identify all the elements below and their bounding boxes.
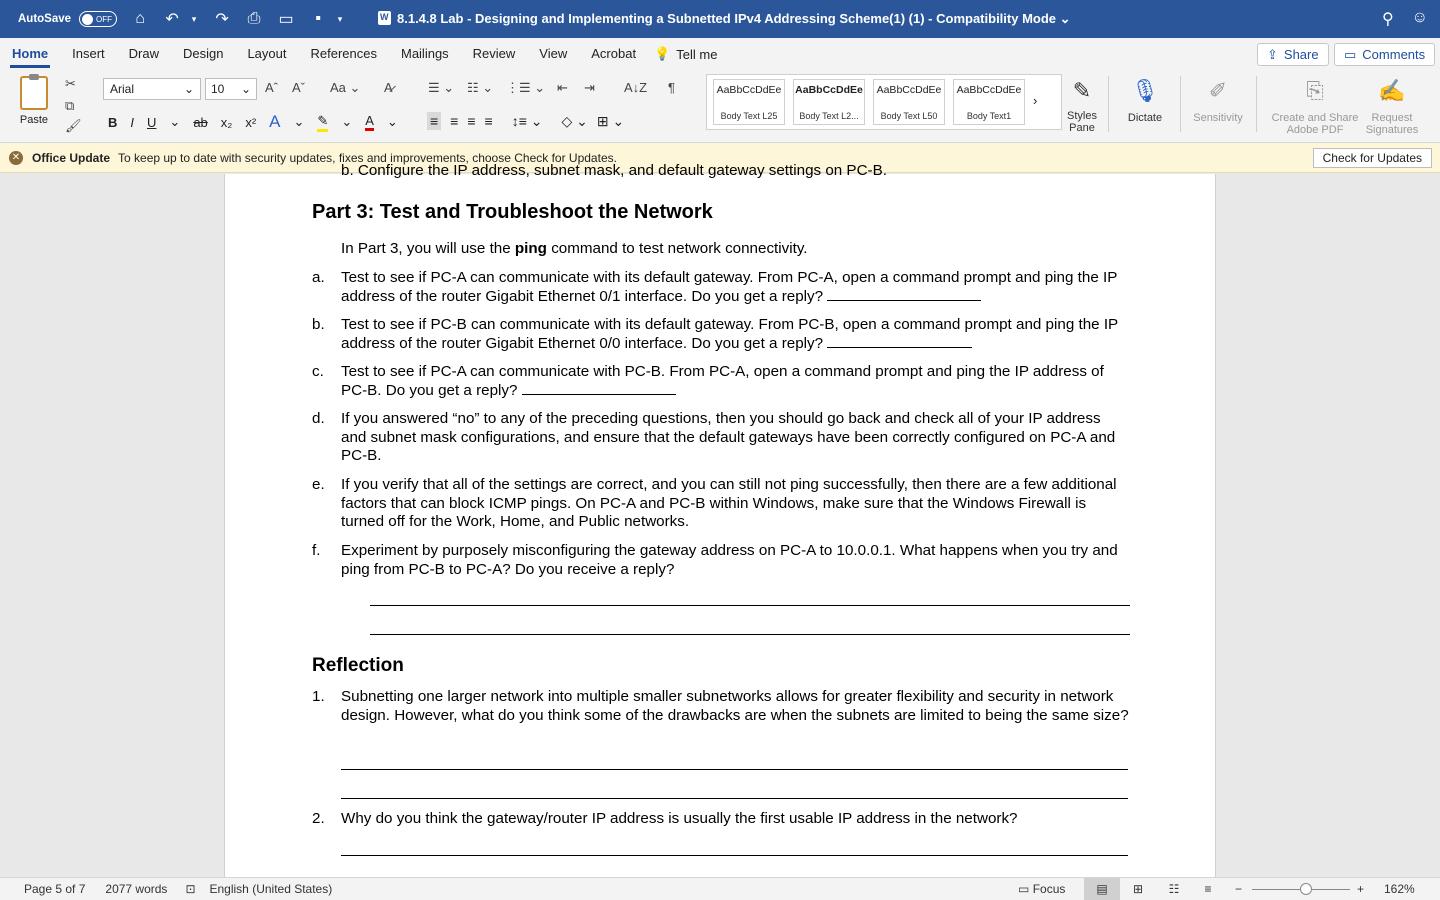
text-effects-dropdown-icon[interactable]: ⌄ <box>293 114 305 129</box>
share-icon: ⇪ <box>1267 46 1278 62</box>
list-item: b. Test to see if PC-B can communicate with its default gateway. From PC-B, open a command prompt and ping the IP address of the router Gigabit Ethernet 0/0 interface. Do you get a reply? <box>312 316 1118 352</box>
text-effects-icon[interactable]: A <box>269 112 281 131</box>
bold-icon[interactable]: B <box>108 114 118 130</box>
tab-references[interactable]: References <box>310 46 377 61</box>
underline-dropdown-icon[interactable]: ⌄ <box>169 114 181 129</box>
create-share-pdf-button[interactable]: ⎘ Create and Share Adobe PDF <box>1271 78 1359 136</box>
answer-line[interactable] <box>370 634 1130 635</box>
underline-icon[interactable]: U <box>147 114 157 130</box>
request-signatures-button[interactable]: ✍ Request Signatures <box>1365 78 1419 136</box>
zoom-slider-handle[interactable] <box>1300 883 1312 895</box>
part3-intro: In Part 3, you will use the ping command to test network connectivity. <box>341 240 808 257</box>
reflection-heading: Reflection <box>312 655 404 676</box>
align-right-icon[interactable]: ≡ <box>467 113 476 129</box>
part3-heading: Part 3: Test and Troubleshoot the Network <box>312 201 713 223</box>
ribbon <box>0 70 1440 143</box>
tab-draw[interactable]: Draw <box>128 46 159 61</box>
subscript-icon[interactable]: x₂ <box>220 114 233 130</box>
autosave-toggle[interactable]: OFF <box>79 11 117 27</box>
paste-button[interactable]: Paste <box>10 76 58 126</box>
align-center-icon[interactable]: ≡ <box>450 113 459 129</box>
check-for-updates-button[interactable]: Check for Updates <box>1313 148 1432 168</box>
align-left-icon[interactable]: ≡ <box>427 112 441 130</box>
document-title: W 8.1.4.8 Lab - Designing and Implementing a Subnetted IPv4 Addressing Scheme(1) (1) - Compatibility Mode ⌄ <box>378 11 1071 27</box>
strikethrough-icon[interactable]: ab <box>193 114 208 130</box>
reflection-item: 1. Subnetting one larger network into multiple smaller subnetworks allows for greater flexibility and security in network design. However, what do you think some of the drawbacks are when the subnets are limited to being the same size? <box>312 688 1129 724</box>
sensitivity-icon: ✐ <box>1208 78 1228 103</box>
show-formatting-icon[interactable]: ¶ <box>668 80 675 95</box>
pdf-icon: ⎘ <box>1306 78 1324 103</box>
focus-button[interactable]: ▭ Focus <box>1018 882 1066 896</box>
proofing-icon[interactable]: ⊡ <box>185 882 196 896</box>
page-count[interactable]: Page 5 of 7 <box>24 882 86 896</box>
style-body-text-l50[interactable]: AaBbCcDdEe Body Text L50 <box>873 79 945 125</box>
document-page[interactable] <box>224 162 1216 877</box>
borders-icon[interactable]: ⊞ ⌄ <box>596 112 625 129</box>
answer-line[interactable] <box>341 798 1128 799</box>
undo-dropdown-icon[interactable]: ▾ <box>191 13 197 24</box>
highlight-icon[interactable]: ✎ <box>317 113 328 132</box>
draft-view-icon[interactable]: ≡ <box>1204 882 1212 896</box>
font-color-icon[interactable]: A <box>365 113 374 131</box>
template-icon[interactable]: ▭ <box>278 11 294 28</box>
tab-layout[interactable]: Layout <box>247 46 287 61</box>
autosave-label: AutoSave <box>18 13 72 25</box>
zoom-out-icon[interactable]: − <box>1235 882 1243 896</box>
list-item: f. Experiment by purposely misconfiguring the gateway address on PC-A to 10.0.0.1. What happens when you try and ping from PC-B to PC-A? Do you receive a reply? <box>312 542 1118 578</box>
answer-line[interactable] <box>341 855 1128 856</box>
style-body-text1[interactable]: AaBbCcDdEe Body Text1 <box>953 79 1025 125</box>
answer-line[interactable] <box>370 605 1130 606</box>
comments-button[interactable]: ▭ Comments <box>1334 43 1435 66</box>
zoom-level[interactable]: 162% <box>1384 882 1415 896</box>
dictate-button[interactable]: 🎙 Dictate <box>1127 78 1163 124</box>
sensitivity-button[interactable]: ✐ Sensitivity <box>1193 78 1243 124</box>
ribbon-tabs <box>0 38 1440 70</box>
clear-formatting-icon[interactable]: A̷ <box>384 80 393 95</box>
styles-gallery <box>706 74 1062 130</box>
shrink-font-icon[interactable]: Aˇ <box>292 80 305 95</box>
close-icon[interactable]: ✕ <box>9 151 23 165</box>
highlight-dropdown-icon[interactable]: ⌄ <box>341 114 353 129</box>
print-layout-view-icon[interactable]: ▤ <box>1084 878 1120 900</box>
account-icon[interactable]: ☺ <box>1411 9 1428 26</box>
reflection-item: 2. Why do you think the gateway/router IP address is usually the first usable IP address in the network? <box>312 810 1018 827</box>
notice-text: To keep up to date with security updates, fixes and improvements, choose Check for Updates. <box>118 150 617 165</box>
sort-icon[interactable]: A↓Z <box>624 80 648 95</box>
tab-design[interactable]: Design <box>182 46 224 61</box>
style-body-text-l2[interactable]: AaBbCcDdEe Body Text L2... <box>793 79 865 125</box>
language[interactable]: English (United States) <box>209 882 333 896</box>
tab-mailings[interactable]: Mailings <box>400 46 449 61</box>
font-name-select[interactable]: Arial ⌄ <box>103 78 201 100</box>
undo-icon[interactable]: ↶ <box>165 11 179 28</box>
tab-view[interactable]: View <box>539 46 568 61</box>
tell-me[interactable]: 💡 Tell me <box>654 46 718 62</box>
cut-icon[interactable]: ✂ <box>65 76 76 91</box>
multilevel-list-icon[interactable]: ⋮☰ ⌄ <box>506 80 546 95</box>
comment-icon: ▭ <box>1344 46 1357 62</box>
title-bar <box>0 0 1440 38</box>
justify-icon[interactable]: ≡ <box>484 113 493 129</box>
tab-home[interactable]: Home <box>0 38 60 70</box>
print-icon[interactable]: ⎙ <box>247 10 261 27</box>
word-count[interactable]: 2077 words <box>105 882 168 896</box>
zoom-in-icon[interactable]: + <box>1357 882 1365 896</box>
web-layout-view-icon[interactable]: ⊞ <box>1132 882 1144 896</box>
list-item: c. Test to see if PC-A can communicate with PC-B. From PC-A, open a command prompt and ping the IP address of PC-B. Do you get a reply? <box>312 363 1104 399</box>
outline-view-icon[interactable]: ☷ <box>1168 882 1180 896</box>
microphone-icon: 🎙 <box>1131 78 1159 103</box>
focus-icon: ▭ <box>1018 882 1030 896</box>
zoom-slider[interactable] <box>1252 889 1350 890</box>
list-item: e. If you verify that all of the settings are correct, and you can still not ping successfully, then there are a few additional factors that can block ICMP pings. On PC-A and PC-B within Windows, make sure that the Windows Firewall is turned off for the Work, Home, and Public networks. <box>312 476 1117 530</box>
search-icon[interactable]: ⚲ <box>1381 11 1394 28</box>
tab-review[interactable]: Review <box>472 46 516 61</box>
notice-title: Office Update <box>32 150 111 165</box>
style-body-text-l25[interactable]: AaBbCcDdEe Body Text L25 <box>713 79 785 125</box>
partial-line: b. Configure the IP address, subnet mask, and default gateway settings on PC-B. <box>341 162 887 179</box>
styles-pane-button[interactable]: ✎ Styles Pane <box>1067 78 1097 134</box>
customize-toolbar-icon[interactable]: ▾ <box>337 13 343 24</box>
copy-icon[interactable]: ⧉ <box>65 98 75 113</box>
change-case-icon[interactable]: Aa ⌄ <box>330 80 361 95</box>
redo-icon[interactable]: ↷ <box>215 11 229 28</box>
increase-indent-icon[interactable]: ⇥ <box>584 80 595 95</box>
word-doc-icon <box>378 11 391 25</box>
signature-icon: ✍ <box>1378 78 1406 103</box>
font-size-select[interactable]: 10 ⌄ <box>205 78 257 100</box>
numbering-icon[interactable]: ☷ ⌄ <box>467 80 494 95</box>
shading-icon[interactable]: ◇ ⌄ <box>561 112 588 129</box>
decrease-indent-icon[interactable]: ⇤ <box>557 80 568 95</box>
line-spacing-icon[interactable]: ↕≡ ⌄ <box>511 112 543 129</box>
tab-insert[interactable]: Insert <box>72 46 105 61</box>
status-bar <box>0 877 1440 900</box>
home-icon[interactable]: ⌂ <box>135 10 145 27</box>
font-color-dropdown-icon[interactable]: ⌄ <box>386 114 398 129</box>
save-icon[interactable]: ▪ <box>315 10 321 27</box>
bullets-icon[interactable]: ☰ ⌄ <box>428 80 455 95</box>
list-item: a. Test to see if PC-A can communicate with its default gateway. From PC-A, open a command prompt and ping the IP address of the router Gigabit Ethernet 0/1 interface. Do you get a reply? <box>312 269 1118 305</box>
italic-icon[interactable]: I <box>130 114 135 130</box>
answer-line[interactable] <box>341 769 1128 770</box>
tab-acrobat[interactable]: Acrobat <box>591 46 637 61</box>
superscript-icon[interactable]: x² <box>245 114 257 130</box>
list-item: d. If you answered “no” to any of the preceding questions, then you should go back and check all of your IP address and subnet mask configurations, and ensure that the default gateways have been correctly configured on PC-A and PC-B. <box>312 410 1116 464</box>
lightbulb-icon: 💡 <box>654 46 671 61</box>
grow-font-icon[interactable]: Aˆ <box>265 80 278 95</box>
share-button[interactable]: ⇪ Share <box>1257 43 1329 66</box>
styles-pane-icon: ✎ <box>1072 78 1092 103</box>
styles-more-icon[interactable]: › <box>1033 93 1038 108</box>
format-painter-icon[interactable]: 🖌 <box>65 118 82 133</box>
clipboard-icon <box>20 76 48 110</box>
